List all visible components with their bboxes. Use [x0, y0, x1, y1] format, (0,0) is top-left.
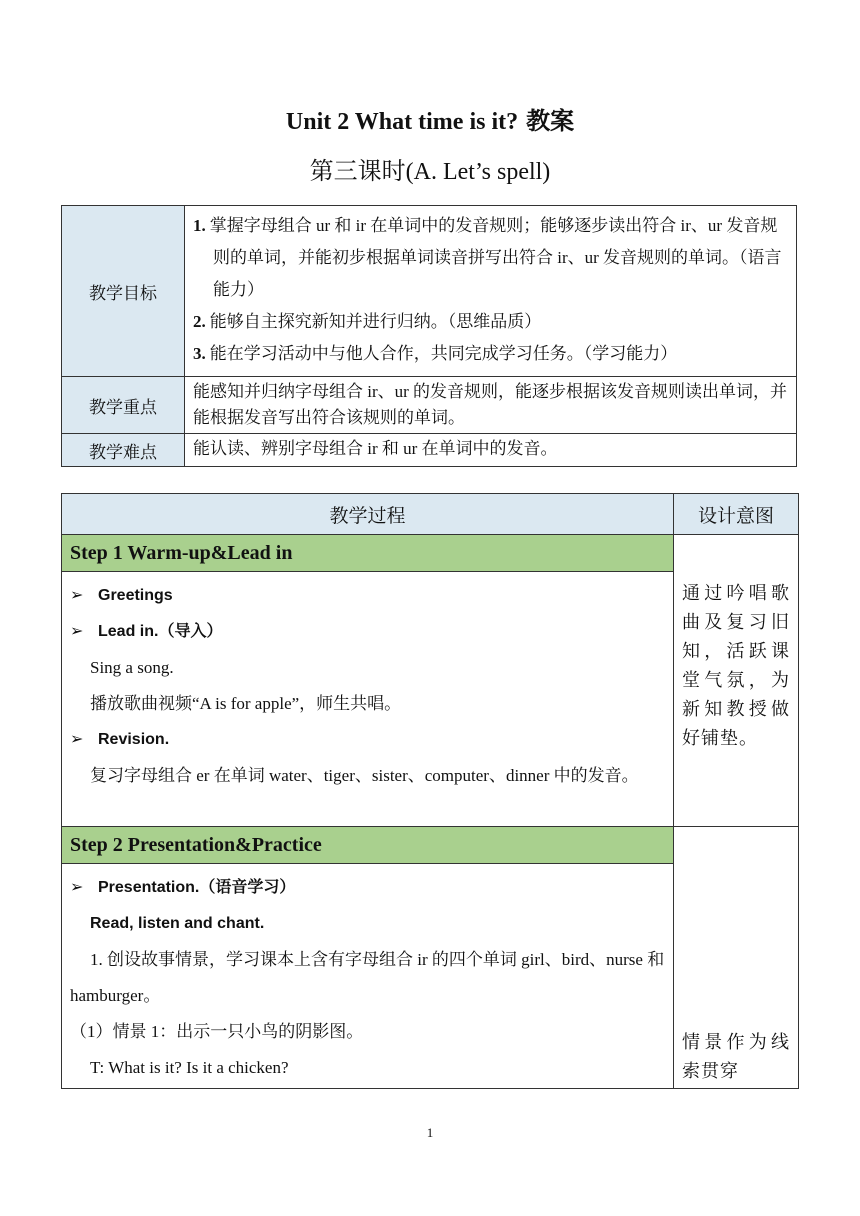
step1-title-row	[62, 535, 799, 572]
process-header: 教学过程	[62, 494, 674, 535]
title-en: Unit 2 What time is it?	[285, 109, 519, 135]
scene1-line: （1）情景 1：出示一只小鸟的阴影图。	[70, 1022, 364, 1041]
title-cn: 教案	[526, 107, 575, 135]
teacher-line: T: What is it? Is it a chicken?	[90, 1058, 289, 1077]
document-subtitle: 第三课时(A. Let’s spell)	[309, 159, 551, 185]
page-number: 1	[426, 1125, 434, 1140]
document-title	[0, 104, 860, 139]
step1-content	[62, 572, 674, 827]
intent-header: 设计意图	[674, 494, 799, 535]
objectives-row	[62, 206, 797, 377]
key-points-content: 能感知并归纳字母组合 ir、ur 的发音规则，能逐步根据该发音规则读出单词，并能根据发音写出符合该规则的单词。	[185, 377, 797, 434]
arrow-bullet-icon: ➢	[70, 879, 84, 896]
objective-item: 3. 能在学习活动中与他人合作，共同完成学习任务。（学习能力）	[193, 344, 678, 363]
step2-title: Step 2 Presentation&Practice	[62, 827, 674, 864]
process-header-row	[62, 494, 799, 535]
bullet-lead-in: ➢ Lead in.（导入）	[70, 614, 665, 650]
step2-content	[62, 864, 674, 1089]
key-points-row	[62, 377, 797, 434]
sing-line: Sing a song.	[90, 658, 174, 677]
process-table	[61, 493, 799, 1089]
video-line: 播放歌曲视频“A is for apple”，师生共唱。	[90, 694, 402, 713]
key-points-label: 教学重点	[62, 377, 185, 434]
difficulties-label: 教学难点	[62, 434, 185, 467]
objectives-label: 教学目标	[62, 206, 185, 377]
step1-intent: 通过吟唱歌曲及复习旧知，活跃课堂气氛，为新知教授做好铺垫。	[674, 535, 799, 827]
step2-title-row	[62, 827, 799, 864]
step2-intent: 情景作为线索贯穿	[674, 827, 799, 1089]
difficulties-row	[62, 434, 797, 467]
objective-item: 1. 掌握字母组合 ur 和 ir 在单词中的发音规则；能够逐步读出符合 ir、ur 发音规则的单词，并能初步根据单词读音拼写出符合 ir、ur 发音规则的单词。（语言能力）	[193, 216, 782, 299]
objectives-table	[61, 205, 797, 467]
step1-title: Step 1 Warm-up&Lead in	[62, 535, 674, 572]
objectives-content	[185, 206, 797, 377]
bullet-presentation: ➢ Presentation.（语音学习）	[70, 870, 665, 906]
item1-line: 1. 创设故事情景，学习课本上含有字母组合 ir 的四个单词 girl、bird、nurse 和 hamburger。	[70, 950, 665, 1005]
arrow-bullet-icon: ➢	[70, 623, 84, 640]
revision-text: 复习字母组合 er 在单词 water、tiger、sister、computer、dinner 中的发音。	[90, 766, 639, 785]
bullet-greetings: ➢ Greetings	[70, 578, 665, 614]
rlc-line: Read, listen and chant.	[90, 915, 265, 932]
arrow-bullet-icon: ➢	[70, 731, 84, 748]
bullet-revision: ➢ Revision.	[70, 722, 665, 758]
objective-item: 2. 能够自主探究新知并进行归纳。（思维品质）	[193, 312, 542, 331]
difficulties-content: 能认读、辨别字母组合 ir 和 ur 在单词中的发音。	[185, 434, 797, 467]
arrow-bullet-icon: ➢	[70, 587, 84, 604]
